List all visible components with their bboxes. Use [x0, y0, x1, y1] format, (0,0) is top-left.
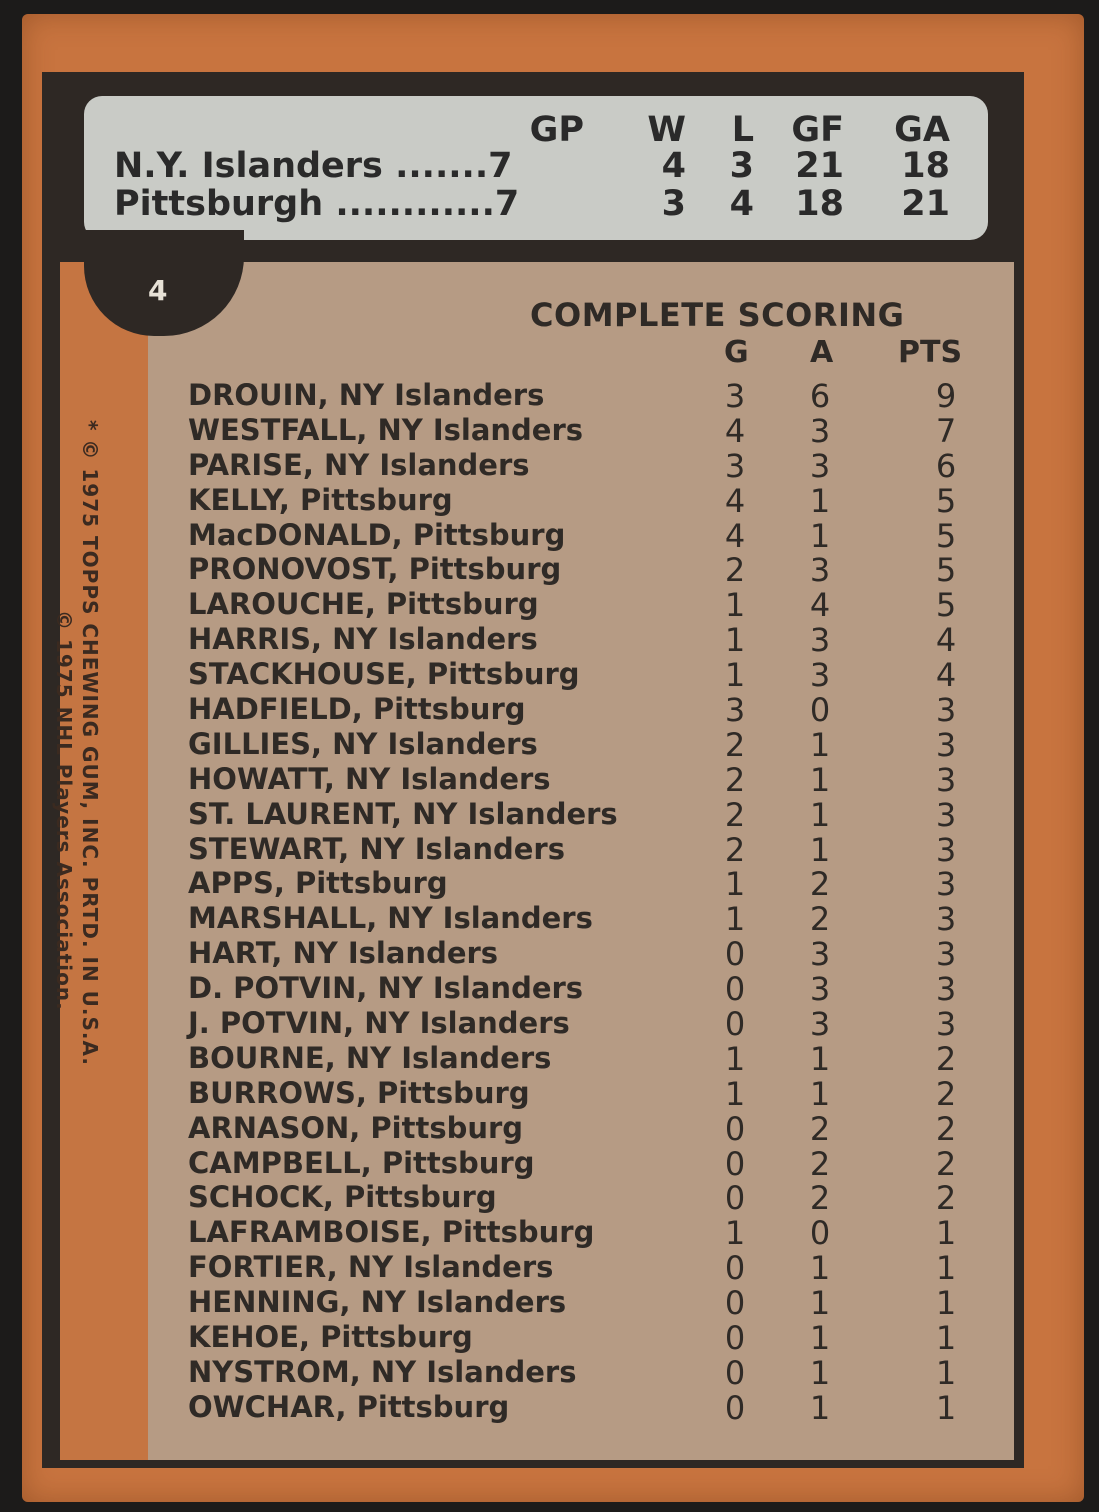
player-name: WESTFALL, NY Islanders — [188, 412, 584, 447]
player-assists: 6 — [809, 377, 831, 415]
player-assists: 3 — [809, 935, 831, 974]
column-header-pts: PTS — [898, 335, 963, 370]
player-row — [180, 1249, 980, 1288]
player-name: HART, NY Islanders — [188, 936, 499, 971]
player-row — [180, 621, 980, 660]
player-name: STEWART, NY Islanders — [188, 831, 565, 866]
player-name: DROUIN, NY Islanders — [188, 378, 545, 412]
player-assists: 1 — [809, 1039, 831, 1078]
player-goals: 0 — [724, 1353, 746, 1392]
player-goals: 0 — [724, 1319, 746, 1358]
player-points: 5 — [935, 516, 957, 555]
player-name: BOURNE, NY Islanders — [188, 1040, 552, 1075]
player-assists: 3 — [809, 621, 831, 660]
player-name: STACKHOUSE, Pittsburg — [188, 657, 580, 692]
player-row — [180, 727, 980, 762]
player-points: 3 — [935, 760, 957, 799]
player-goals: 4 — [724, 481, 746, 520]
player-row — [180, 551, 980, 590]
player-name: BURROWS, Pittsburg — [188, 1075, 530, 1110]
player-points: 3 — [935, 725, 957, 764]
player-points: 1 — [935, 1353, 957, 1392]
player-name: FORTIER, NY Islanders — [188, 1250, 554, 1285]
player-goals: 2 — [724, 795, 746, 834]
player-row — [180, 970, 980, 1009]
column-header-g: G — [724, 335, 749, 370]
player-name: ST. LAURENT, NY Islanders — [188, 796, 618, 831]
player-points: 3 — [935, 691, 957, 730]
player-goals: 0 — [724, 935, 746, 974]
player-points: 2 — [935, 1109, 957, 1148]
player-assists: 1 — [809, 481, 831, 520]
player-points: 1 — [935, 1388, 957, 1427]
player-assists: 1 — [809, 1319, 831, 1358]
player-row — [180, 935, 980, 974]
player-row — [180, 832, 980, 867]
player-goals: 1 — [724, 656, 746, 695]
player-points: 4 — [935, 621, 957, 660]
player-points: 3 — [935, 970, 957, 1009]
copyright-nhlpa: © 1975 NHL Players Association. — [52, 610, 76, 1011]
player-row — [180, 865, 980, 904]
player-name: LAROUCHE, Pittsburg — [188, 587, 539, 622]
player-row — [180, 413, 980, 448]
player-points: 1 — [935, 1284, 957, 1323]
team-l: 3 — [729, 146, 754, 186]
player-row — [180, 448, 980, 483]
player-row — [180, 1041, 980, 1076]
player-assists: 3 — [809, 411, 831, 450]
copyright-side-text — [52, 420, 132, 1340]
player-row — [180, 378, 980, 413]
player-assists: 1 — [809, 1249, 831, 1288]
player-points: 1 — [935, 1249, 957, 1288]
player-row — [180, 1355, 980, 1390]
player-points: 2 — [935, 1074, 957, 1113]
player-row — [180, 900, 980, 939]
player-name: LAFRAMBOISE, Pittsburg — [188, 1215, 595, 1250]
player-name: J. POTVIN, NY Islanders — [188, 1006, 570, 1041]
player-assists: 2 — [809, 1179, 831, 1218]
player-points: 1 — [935, 1214, 957, 1253]
player-goals: 0 — [724, 1109, 746, 1148]
player-row — [180, 1076, 980, 1111]
player-assists: 1 — [809, 795, 831, 834]
player-goals: 0 — [724, 1284, 746, 1323]
player-name: PARISE, NY Islanders — [188, 447, 530, 482]
player-goals: 0 — [724, 1144, 746, 1183]
player-assists: 3 — [809, 1005, 831, 1044]
player-assists: 2 — [809, 1144, 831, 1183]
player-assists: 3 — [809, 970, 831, 1009]
player-goals: 2 — [724, 760, 746, 799]
player-assists: 0 — [809, 1214, 831, 1253]
player-points: 7 — [935, 411, 957, 450]
player-row — [180, 1146, 980, 1181]
player-points: 9 — [935, 377, 957, 415]
team-w: 4 — [661, 146, 686, 186]
player-row — [180, 1284, 980, 1323]
player-goals: 0 — [724, 1388, 746, 1427]
team-l: 4 — [729, 184, 754, 224]
player-goals: 1 — [724, 621, 746, 660]
team-ga: 21 — [901, 184, 950, 224]
header-w: W — [647, 110, 686, 150]
player-assists: 1 — [809, 830, 831, 869]
player-assists: 2 — [809, 900, 831, 939]
player-points: 3 — [935, 865, 957, 904]
player-assists: 1 — [809, 1074, 831, 1113]
scoring-title: COMPLETE SCORING — [530, 296, 905, 334]
player-goals: 0 — [724, 1249, 746, 1288]
player-points: 4 — [935, 656, 957, 695]
player-goals: 3 — [724, 446, 746, 485]
player-assists: 2 — [809, 1109, 831, 1148]
player-name: GILLIES, NY Islanders — [188, 726, 538, 761]
player-row — [180, 797, 980, 832]
player-points: 2 — [935, 1039, 957, 1078]
player-points: 2 — [935, 1179, 957, 1218]
player-goals: 1 — [724, 865, 746, 904]
player-goals: 1 — [724, 1214, 746, 1253]
player-points: 1 — [935, 1319, 957, 1358]
player-assists: 1 — [809, 725, 831, 764]
player-row — [180, 586, 980, 625]
player-points: 5 — [935, 481, 957, 520]
player-assists: 3 — [809, 656, 831, 695]
player-assists: 1 — [809, 516, 831, 555]
player-goals: 3 — [724, 691, 746, 730]
player-name: HENNING, NY Islanders — [188, 1285, 567, 1320]
player-points: 2 — [935, 1144, 957, 1183]
player-name: OWCHAR, Pittsburg — [188, 1389, 510, 1424]
player-goals: 2 — [724, 830, 746, 869]
header-gf: GF — [791, 110, 844, 150]
player-name: PRONOVOST, Pittsburg — [188, 552, 562, 587]
player-goals: 0 — [724, 1179, 746, 1218]
player-name: CAMPBELL, Pittsburg — [188, 1145, 535, 1180]
player-goals: 4 — [724, 411, 746, 450]
player-row — [180, 1319, 980, 1358]
player-assists: 1 — [809, 1388, 831, 1427]
player-row — [180, 1390, 980, 1425]
header-ga: GA — [894, 110, 950, 150]
player-name: HARRIS, NY Islanders — [188, 622, 538, 657]
player-goals: 1 — [724, 1039, 746, 1078]
player-row — [180, 483, 980, 518]
header-l: L — [731, 110, 754, 150]
player-row — [180, 656, 980, 695]
player-assists: 4 — [809, 586, 831, 625]
column-header-a: A — [810, 335, 834, 370]
player-points: 6 — [935, 446, 957, 485]
player-goals: 0 — [724, 970, 746, 1009]
player-name: KEHOE, Pittsburg — [188, 1320, 473, 1355]
player-row — [180, 762, 980, 797]
player-points: 3 — [935, 830, 957, 869]
player-row — [180, 518, 980, 553]
player-goals: 3 — [724, 377, 746, 415]
player-points: 5 — [935, 586, 957, 625]
team-w: 3 — [661, 184, 686, 224]
player-name: HOWATT, NY Islanders — [188, 761, 551, 796]
team-row-label: Pittsburgh ............7 — [114, 184, 520, 224]
player-points: 3 — [935, 1005, 957, 1044]
player-goals: 1 — [724, 900, 746, 939]
team-ga: 18 — [901, 146, 950, 186]
player-row — [180, 1111, 980, 1146]
player-name: SCHOCK, Pittsburg — [188, 1180, 497, 1215]
player-assists: 0 — [809, 691, 831, 730]
player-goals: 4 — [724, 516, 746, 555]
player-assists: 2 — [809, 865, 831, 904]
player-row — [180, 1005, 980, 1044]
player-name: HADFIELD, Pittsburg — [188, 692, 526, 727]
player-points: 5 — [935, 551, 957, 590]
player-goals: 0 — [724, 1005, 746, 1044]
player-assists: 1 — [809, 760, 831, 799]
copyright-topps: * © 1975 TOPPS CHEWING GUM, INC. PRTD. IN U.S.A. — [78, 420, 102, 1066]
player-assists: 1 — [809, 1353, 831, 1392]
player-assists: 3 — [809, 446, 831, 485]
player-assists: 1 — [809, 1284, 831, 1323]
team-row-label: N.Y. Islanders .......7 — [114, 146, 513, 186]
player-points: 3 — [935, 795, 957, 834]
player-name: APPS, Pittsburg — [188, 866, 448, 901]
player-name: MARSHALL, NY Islanders — [188, 901, 593, 936]
player-points: 3 — [935, 900, 957, 939]
player-goals: 1 — [724, 586, 746, 625]
player-assists: 3 — [809, 551, 831, 590]
player-name: MacDONALD, Pittsburg — [188, 517, 566, 552]
player-name: NYSTROM, NY Islanders — [188, 1354, 577, 1389]
player-goals: 2 — [724, 551, 746, 590]
player-points: 3 — [935, 935, 957, 974]
team-gf: 18 — [795, 184, 844, 224]
header-gp: GP — [529, 110, 584, 150]
series-standings-box — [84, 96, 988, 240]
player-goals: 1 — [724, 1074, 746, 1113]
player-name: D. POTVIN, NY Islanders — [188, 971, 584, 1006]
player-row — [180, 1214, 980, 1253]
player-row — [180, 1179, 980, 1218]
player-name: KELLY, Pittsburg — [188, 482, 453, 517]
player-row — [180, 691, 980, 730]
player-name: ARNASON, Pittsburg — [188, 1110, 524, 1145]
player-goals: 2 — [724, 725, 746, 764]
team-gf: 21 — [795, 146, 844, 186]
player-scoring-list — [180, 378, 980, 1425]
card-number: 4 — [148, 274, 168, 307]
